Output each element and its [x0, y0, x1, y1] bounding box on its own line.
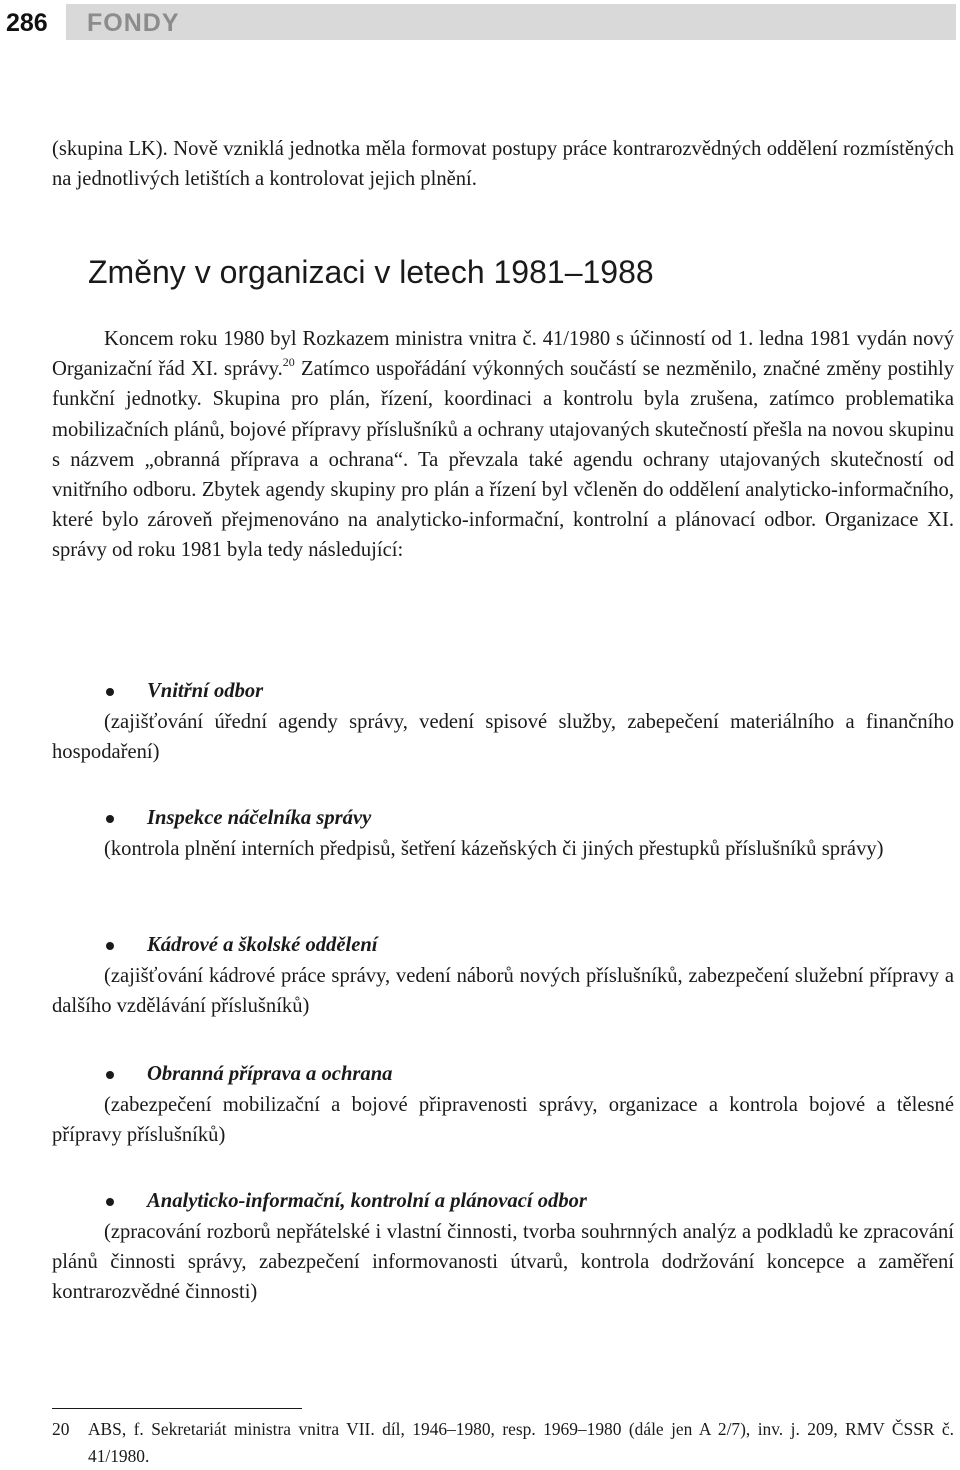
- unit-description: (zabezpečení mobilizační a bojové připravenosti správy, organizace a kontrola bojové a tělesné přípravy příslušníků): [52, 1094, 954, 1147]
- footnote-divider: [52, 1408, 302, 1409]
- bullet-icon: [106, 942, 114, 950]
- unit-title: Analyticko-informační, kontrolní a plánovací odbor: [147, 1190, 587, 1212]
- unit-description: (zpracování rozborů nepřátelské i vlastní činnosti, tvorba souhrnných analýz a podkladů ke zpracování plánů činnosti správy, zabezpečení informovanosti útvarů, kontrola dodržování koncepce a zaměření kontrarozvědné činnosti): [52, 1221, 954, 1304]
- unit-title-row: [52, 1186, 954, 1216]
- unit-item: [52, 1059, 954, 1150]
- unit-title: Obranná příprava a ochrana: [147, 1063, 393, 1085]
- unit-description: (zajišťování úřední agendy správy, vedení spisové služby, zabepečení materiálního a finančního hospodaření): [52, 711, 954, 764]
- unit-item: [52, 930, 954, 1021]
- unit-description: (zajišťování kádrové práce správy, vedení náborů nových příslušníků, zabezpečení služební přípravy a dalšího vzdělávání příslušníků): [52, 965, 954, 1018]
- unit-title: Vnitřní odbor: [147, 680, 264, 702]
- bullet-icon: [106, 815, 114, 823]
- section-paragraph: [52, 324, 954, 566]
- unit-item: [52, 803, 954, 864]
- running-head: FONDY: [87, 9, 180, 37]
- section-heading: Změny v organizaci v letech 1981–1988: [88, 254, 654, 290]
- bullet-icon: [106, 688, 114, 696]
- unit-item: [52, 1186, 954, 1308]
- unit-description: (kontrola plnění interních předpisů, šetření kázeňských či jiných přestupků příslušníků správy): [104, 838, 884, 860]
- page-number: 286: [0, 4, 66, 40]
- paragraph-text-rest: Zatímco uspořádání výkonných součástí se nezměnilo, značné změny postihly funkční jednotky. Skupina pro plán, řízení, koordinaci a kontrolu byla zrušena, zatímco problematika mobilizačních plánů, bojové přípravy příslušníků a ochrany utajovaných skutečností přešla na novou skupinu s názvem „obranná příprava a ochrana“. Ta převzala také agendu ochrany utajovaných skutečností od vnitřního odboru. Zbytek agendy skupiny pro plán a řízení byl včleněn do oddělení analyticko-informačního, které bylo zároveň přejmenováno na analyticko-informační, kontrolní a plánovací odbor. Organizace XI. správy od roku 1981 byla tedy následující:: [52, 358, 955, 562]
- intro-paragraph: (skupina LK). Nově vzniklá jednotka měla formovat postupy práce kontrarozvědných oddělení rozmístěných na jednotlivých letištích a kontrolovat jejich plnění.: [52, 138, 954, 191]
- paragraph-text-start: Koncem roku 1980 byl Rozkazem ministra vnitra č. 41/1980 s účinností od 1. ledna 1981 vydán nový Organizační řád XI. správy.: [52, 328, 954, 381]
- unit-title: Kádrové a školské oddělení: [147, 934, 378, 956]
- footnote-reference[interactable]: 20: [282, 355, 295, 370]
- unit-title-row: [52, 676, 954, 706]
- bullet-icon: [106, 1198, 114, 1206]
- unit-title: Inspekce náčelníka správy: [147, 807, 372, 829]
- footnote: [52, 1416, 954, 1470]
- intro-text: [52, 134, 954, 194]
- section-body: [52, 324, 954, 566]
- unit-title-row: [52, 1059, 954, 1089]
- footnote-number: 20: [52, 1419, 70, 1439]
- unit-title-row: [52, 930, 954, 960]
- bullet-icon: [106, 1071, 114, 1079]
- unit-item: [52, 676, 954, 767]
- unit-title-row: [52, 803, 954, 833]
- footnote-text: ABS, f. Sekretariát ministra vnitra VII. díl, 1946–1980, resp. 1969–1980 (dále jen A 2/7), inv. j. 209, RMV ČSSR č. 41/1980.: [88, 1419, 954, 1466]
